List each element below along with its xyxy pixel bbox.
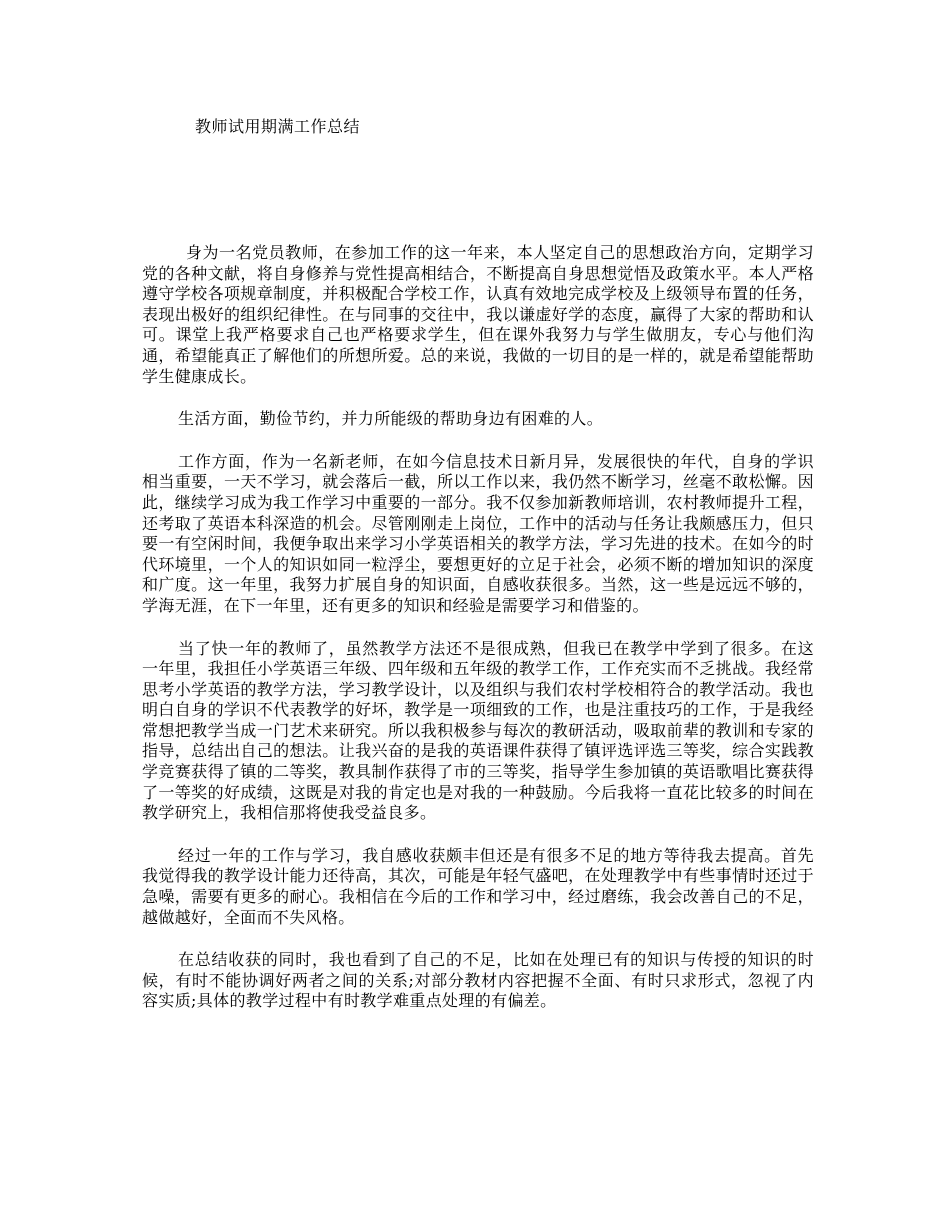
paragraph-life: 生活方面，勤俭节约，并力所能级的帮助身边有困难的人。 <box>178 409 604 429</box>
paragraph-work: 工作方面，作为一名新老师，在如今信息技术日新月异，发展很快的年代，自身的学识相当重要，一天不学习，就会落后一截，所以工作以来，我仍然不断学习，丝毫不敢松懈。因此，继续学习成为我工作学习中重要的一部分。我不仅参加新教师培训，农村教师提升工程，还考取了英语本科深造的机会。尽管刚刚走上岗位，工作中的活动与任务让我颇感压力，但只要一有空闲时间，我便争取出来学习小学英语相关的教学方法，学习先进的技术。在如今的时代环境里，一个人的知识如同一粒浮尘，要想更好的立足于社会，必须不断的增加知识的深度和广度。这一年里，我努力扩展自身的知识面，自感收获很多。当然，这一些是远远不够的，学海无涯，在下一年里，还有更多的知识和经验是需要学习和借鉴的。 <box>142 451 814 615</box>
paragraph-teaching: 当了快一年的教师了，虽然教学方法还不是很成熟，但我已在教学中学到了很多。在这一年里，我担任小学英语三年级、四年级和五年级的教学工作，工作充实而不乏挑战。我经常思考小学英语的教学方法，学习教学设计，以及组织与我们农村学校相符合的教学活动。我也明白自身的学识不代表教学的好坏，教学是一项细致的工作，也是注重技巧的工作，于是我经常想把教学当成一门艺术来研究。所以我积极参与每次的教研活动，吸取前辈的教训和专家的指导，总结出自己的想法。让我兴奋的是我的英语课件获得了镇评选评选三等奖，综合实践教学竞赛获得了镇的二等奖，教具制作获得了市的三等奖，指导学生参加镇的英语歌唱比赛获得了一等奖的好成绩，这既是对我的肯定也是对我的一种鼓励。今后我将一直花比较多的时间在教学研究上，我相信那将使我受益良多。 <box>142 638 814 823</box>
paragraph-shortcomings: 在总结收获的同时，我也看到了自己的不足，比如在处理已有的知识与传授的知识的时候，有时不能协调好两者之间的关系;对部分教材内容把握不全面、有时只求形式，忽视了内容实质;具体的教学过程中有时教学难重点处理的有偏差。 <box>142 950 814 1011</box>
paragraph-political-conduct: 身为一名党员教师，在参加工作的这一年来，本人坚定自己的思想政治方向，定期学习党的各种文献，将自身修养与党性提高相结合，不断提高自身思想觉悟及政策水平。本人严格遵守学校各项规章制度，并积极配合学校工作，认真有效地完成学校及上级领导布置的任务，表现出极好的组织纪律性。在与同事的交往中，我以谦虚好学的态度，赢得了大家的帮助和认可。课堂上我严格要求自己也严格要求学生，但在课外我努力与学生做朋友，专心与他们沟通，希望能真正了解他们的所想所爱。总的来说，我做的一切目的是一样的，就是希望能帮助学生健康成长。 <box>142 243 814 386</box>
paragraph-improvement: 经过一年的工作与学习，我自感收获颇丰但还是有很多不足的地方等待我去提高。首先我觉得我的教学设计能力还待高，其次，可能是年轻气盛吧，在处理教学中有些事情时还过于急噪，需要有更多的耐心。我相信在今后的工作和学习中，经过磨练，我会改善自己的不足，越做越好，全面而不失风格。 <box>142 845 814 927</box>
document-title: 教师试用期满工作总结 <box>195 117 361 136</box>
document-body <box>142 243 814 1034</box>
